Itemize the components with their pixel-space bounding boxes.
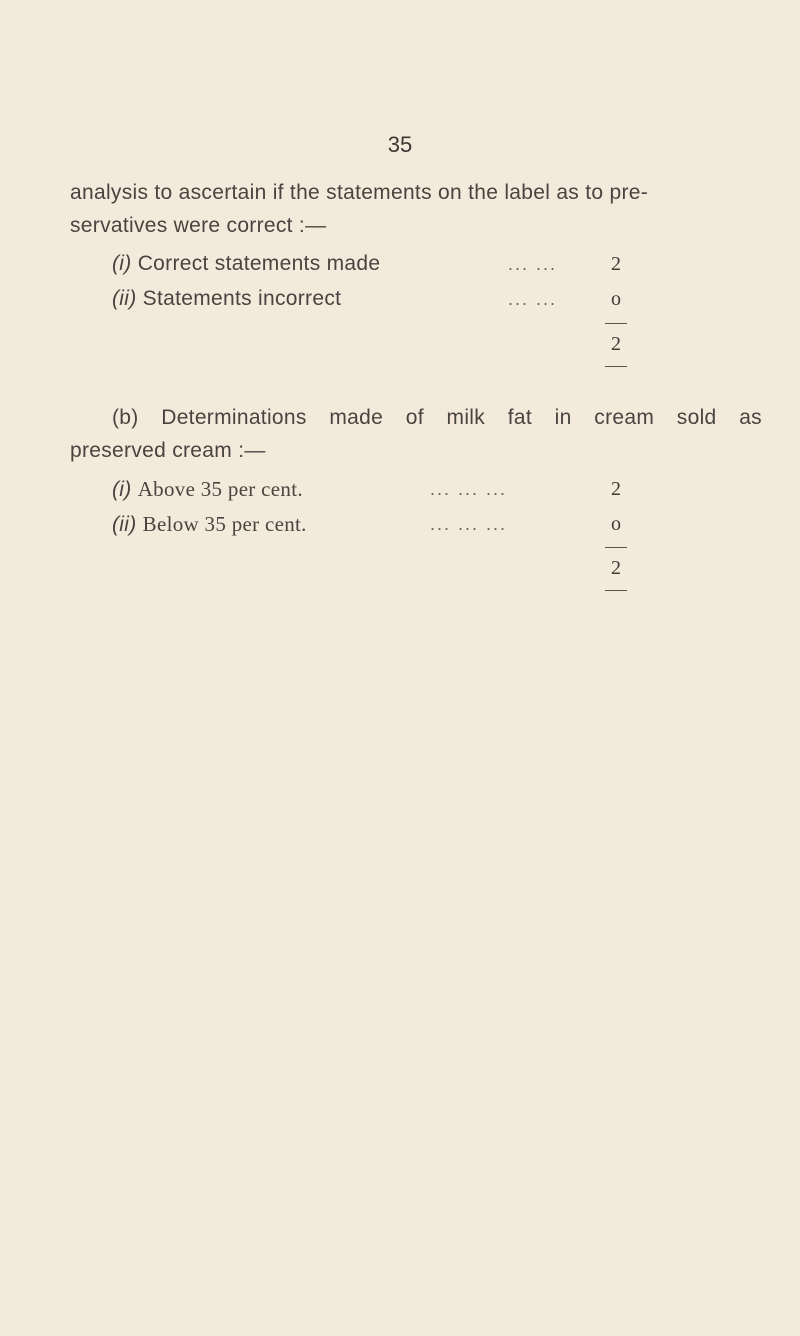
section-b-total-rule-top [605, 547, 627, 548]
page-number: 35 [387, 132, 413, 157]
section-b-item-2-value: o [611, 513, 621, 535]
item-number: (ii) [112, 513, 137, 536]
item-label: Above 35 per cent. [137, 477, 303, 501]
item-label: Statements incorrect [142, 287, 342, 310]
dot-leader: ... ... ... [430, 479, 508, 499]
section-a-item-2-value: o [611, 288, 621, 310]
section-a-total-rule-bottom [605, 366, 627, 367]
item-number: (i) [112, 252, 132, 275]
section-b-intro-line-1: (b) Determinations made of milk fat in cream sold as [112, 406, 762, 429]
section-b-item-1 [112, 474, 632, 504]
dot-leader: ... ... ... [430, 514, 508, 534]
section-b-intro-line-2: preserved cream :— [70, 439, 266, 462]
section-a-total-rule-top [605, 323, 627, 324]
section-a-intro-line-2: servatives were correct :— [70, 214, 327, 237]
item-number: (i) [112, 478, 132, 501]
section-a-item-2 [112, 284, 632, 314]
item-label: Below 35 per cent. [142, 512, 307, 536]
dot-leader: ... ... [508, 289, 558, 309]
item-label: Correct statements made [137, 252, 381, 275]
item-number: (ii) [112, 287, 137, 310]
section-a-total: 2 [611, 333, 621, 355]
section-b-total-rule-bottom [605, 590, 627, 591]
section-a-item-1-value: 2 [611, 253, 621, 275]
section-a-intro-line-1: analysis to ascertain if the statements on the label as to pre- [70, 181, 649, 204]
dot-leader: ... ... [508, 254, 558, 274]
section-b-item-1-value: 2 [611, 478, 621, 500]
section-a-item-1 [112, 249, 632, 279]
section-b-item-2 [112, 509, 632, 539]
section-b-total: 2 [611, 557, 621, 579]
